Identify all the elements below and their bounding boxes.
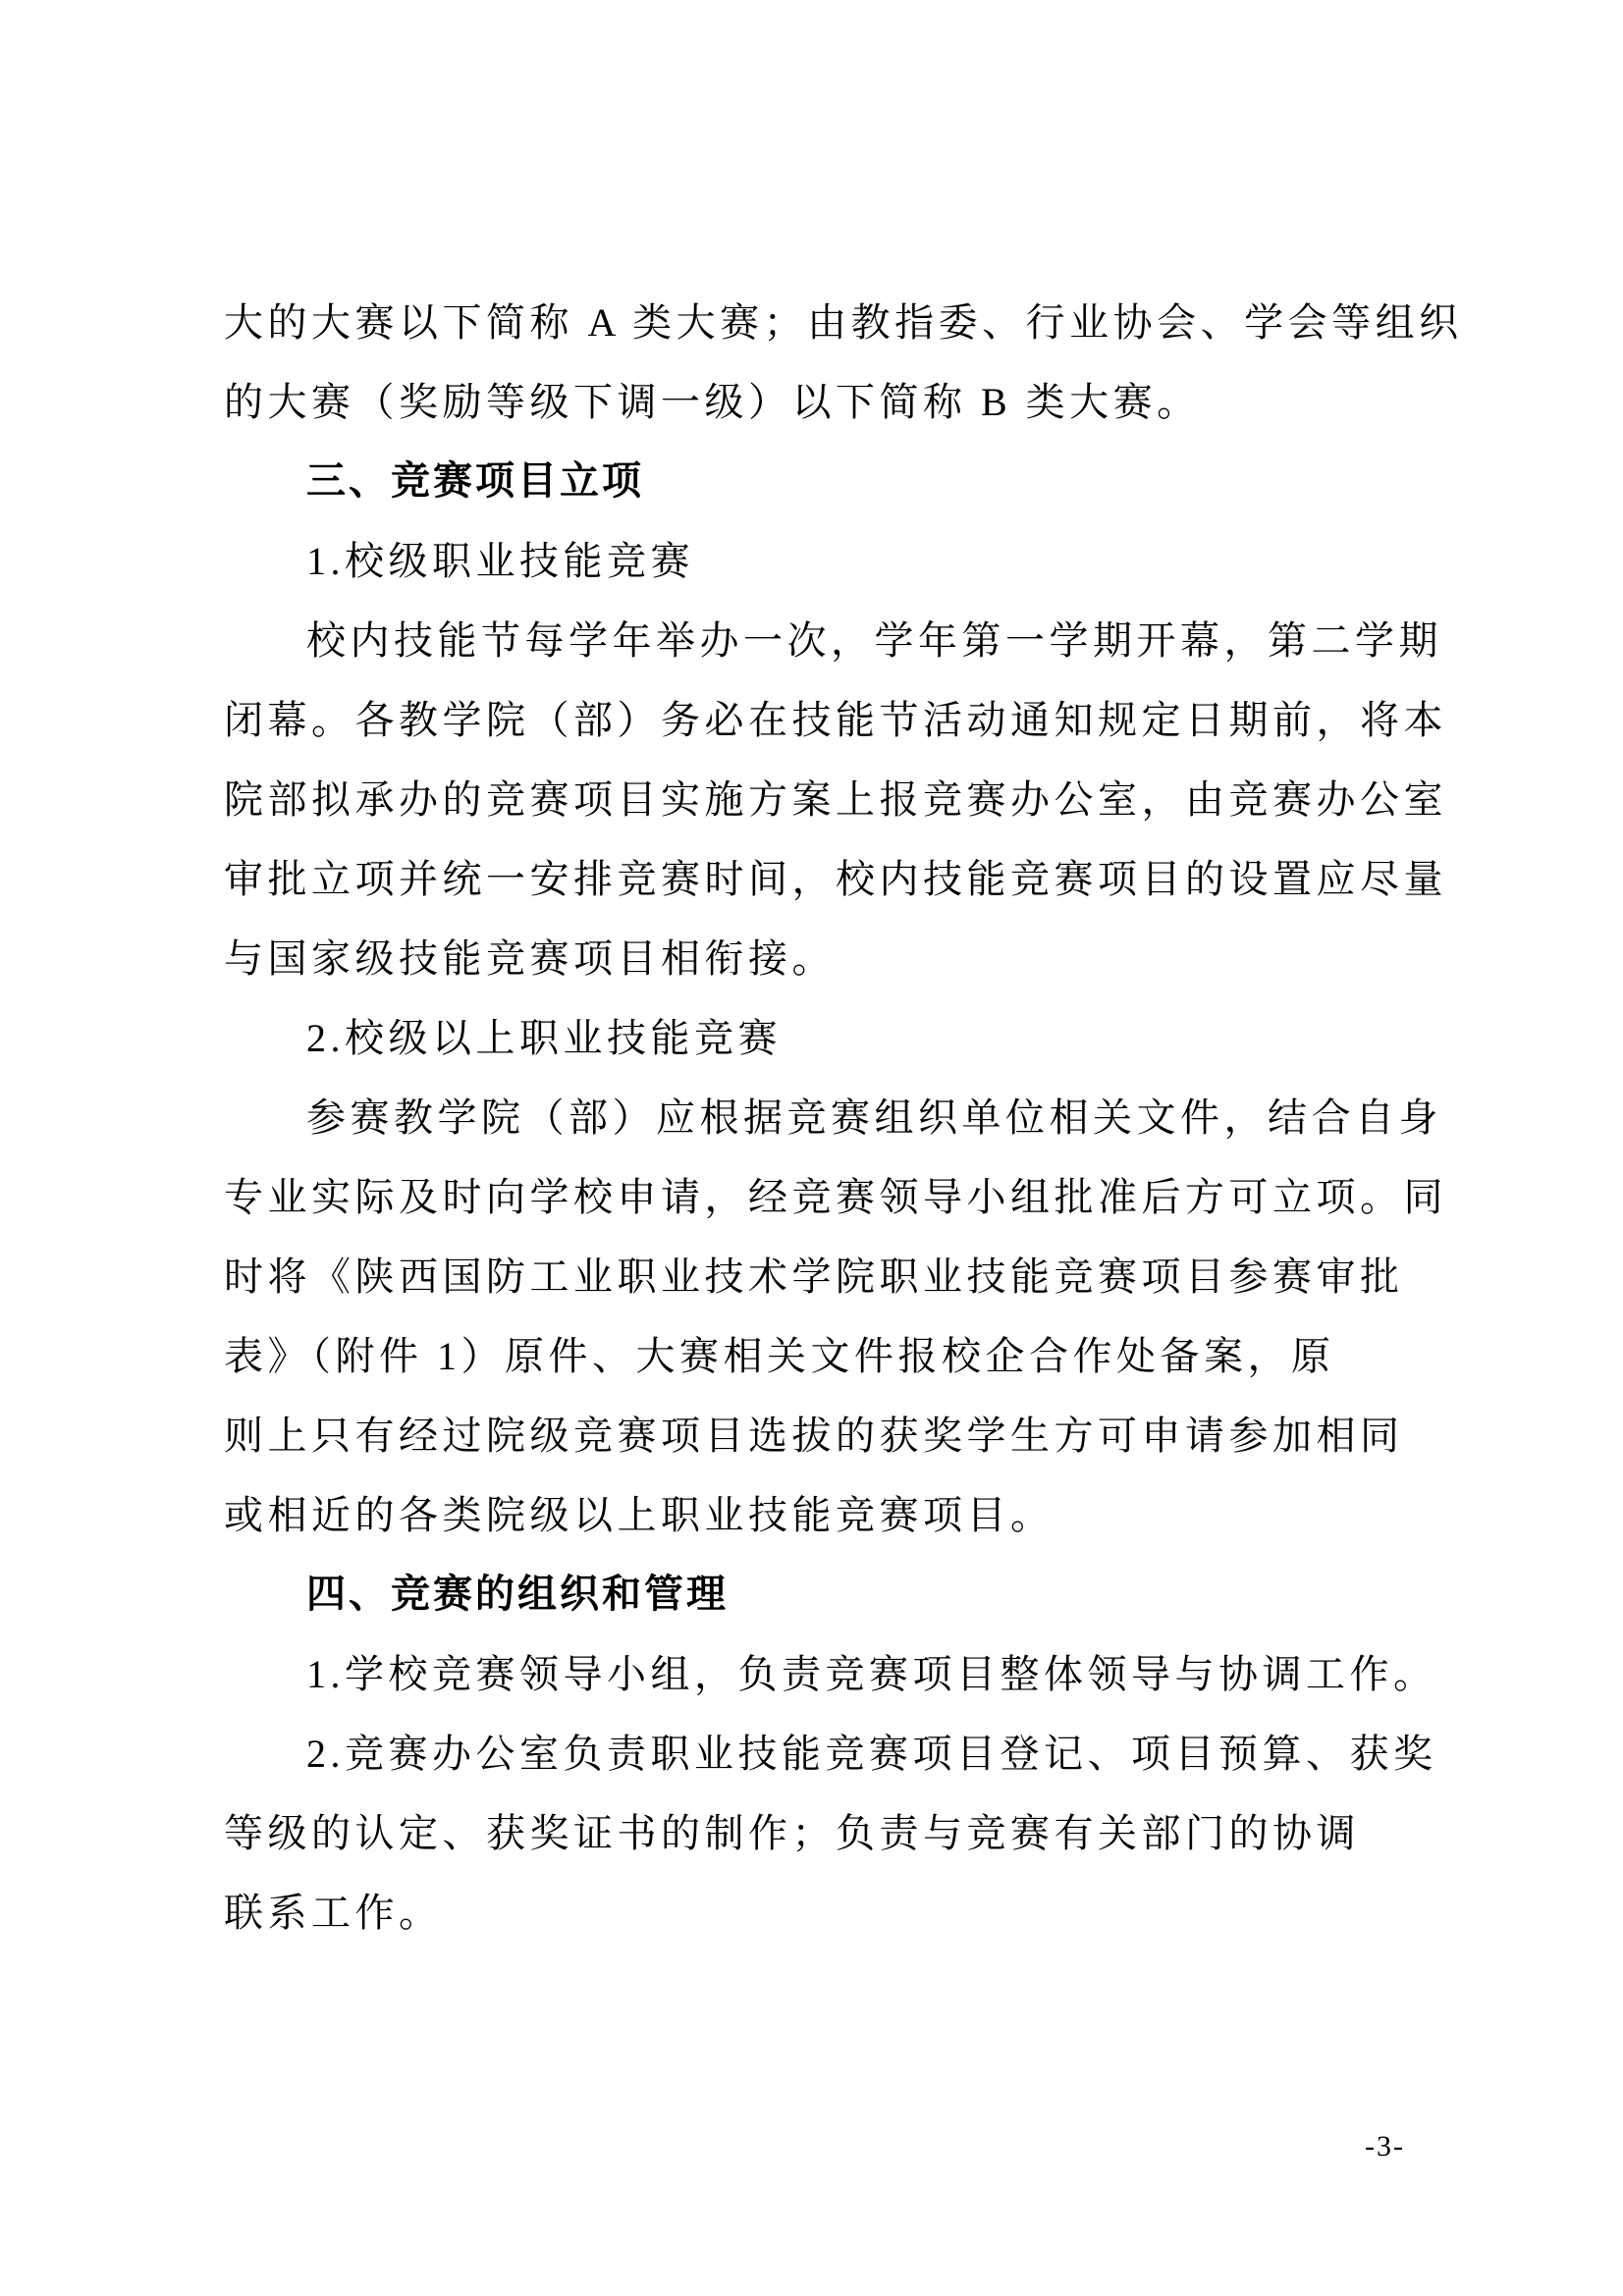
text-line: 审批立项并统一安排竞赛时间，校内技能竞赛项目的设置应尽量 xyxy=(224,857,1447,901)
subsection-title: 2.校级以上职业技能竞赛 xyxy=(306,1016,782,1060)
document-body xyxy=(224,283,1477,1952)
subsection-title: 1.校级职业技能竞赛 xyxy=(306,539,694,583)
text-line: 1.学校竞赛领导小组，负责竞赛项目整体领导与协调工作。 xyxy=(306,1652,1437,1696)
text-line: 校内技能节每学年举办一次，学年第一学期开幕，第二学期 xyxy=(306,618,1442,663)
text-line: 院部拟承办的竞赛项目实施方案上报竞赛办公室，由竞赛办公室 xyxy=(224,777,1447,822)
text-line: 的大赛（奖励等级下调一级）以下简称 B 类大赛。 xyxy=(224,380,1201,424)
text-line: 大的大赛以下简称 A 类大赛；由教指委、行业协会、学会等组织 xyxy=(224,300,1463,345)
text-line: 等级的认定、获奖证书的制作；负责与竞赛有关部门的协调 xyxy=(224,1811,1360,1855)
text-line: 则上只有经过院级竞赛项目选拔的获奖学生方可申请参加相同 xyxy=(224,1414,1404,1458)
text-line: 闭幕。各教学院（部）务必在技能节活动通知规定日期前，将本 xyxy=(224,698,1447,742)
text-line: 参赛教学院（部）应根据竞赛组织单位相关文件，结合自身 xyxy=(306,1095,1442,1140)
section-heading: 三、竞赛项目立项 xyxy=(306,459,644,503)
text-line: 2.竞赛办公室负责职业技能竞赛项目登记、项目预算、获奖 xyxy=(306,1732,1437,1776)
text-line: 联系工作。 xyxy=(224,1891,443,1935)
text-line: 表》（附件 1）原件、大赛相关文件报校企合作处备案，原 xyxy=(224,1334,1335,1378)
text-line: 专业实际及时向学校申请，经竞赛领导小组批准后方可立项。同 xyxy=(224,1175,1447,1219)
text-line: 与国家级技能竞赛项目相衔接。 xyxy=(224,936,836,981)
page-number: -3- xyxy=(1365,2130,1405,2163)
text-line: 或相近的各类院级以上职业技能竞赛项目。 xyxy=(224,1493,1055,1537)
text-line: 时将《陕西国防工业职业技术学院职业技能竞赛项目参赛审批 xyxy=(224,1255,1404,1299)
section-heading: 四、竞赛的组织和管理 xyxy=(306,1573,729,1616)
